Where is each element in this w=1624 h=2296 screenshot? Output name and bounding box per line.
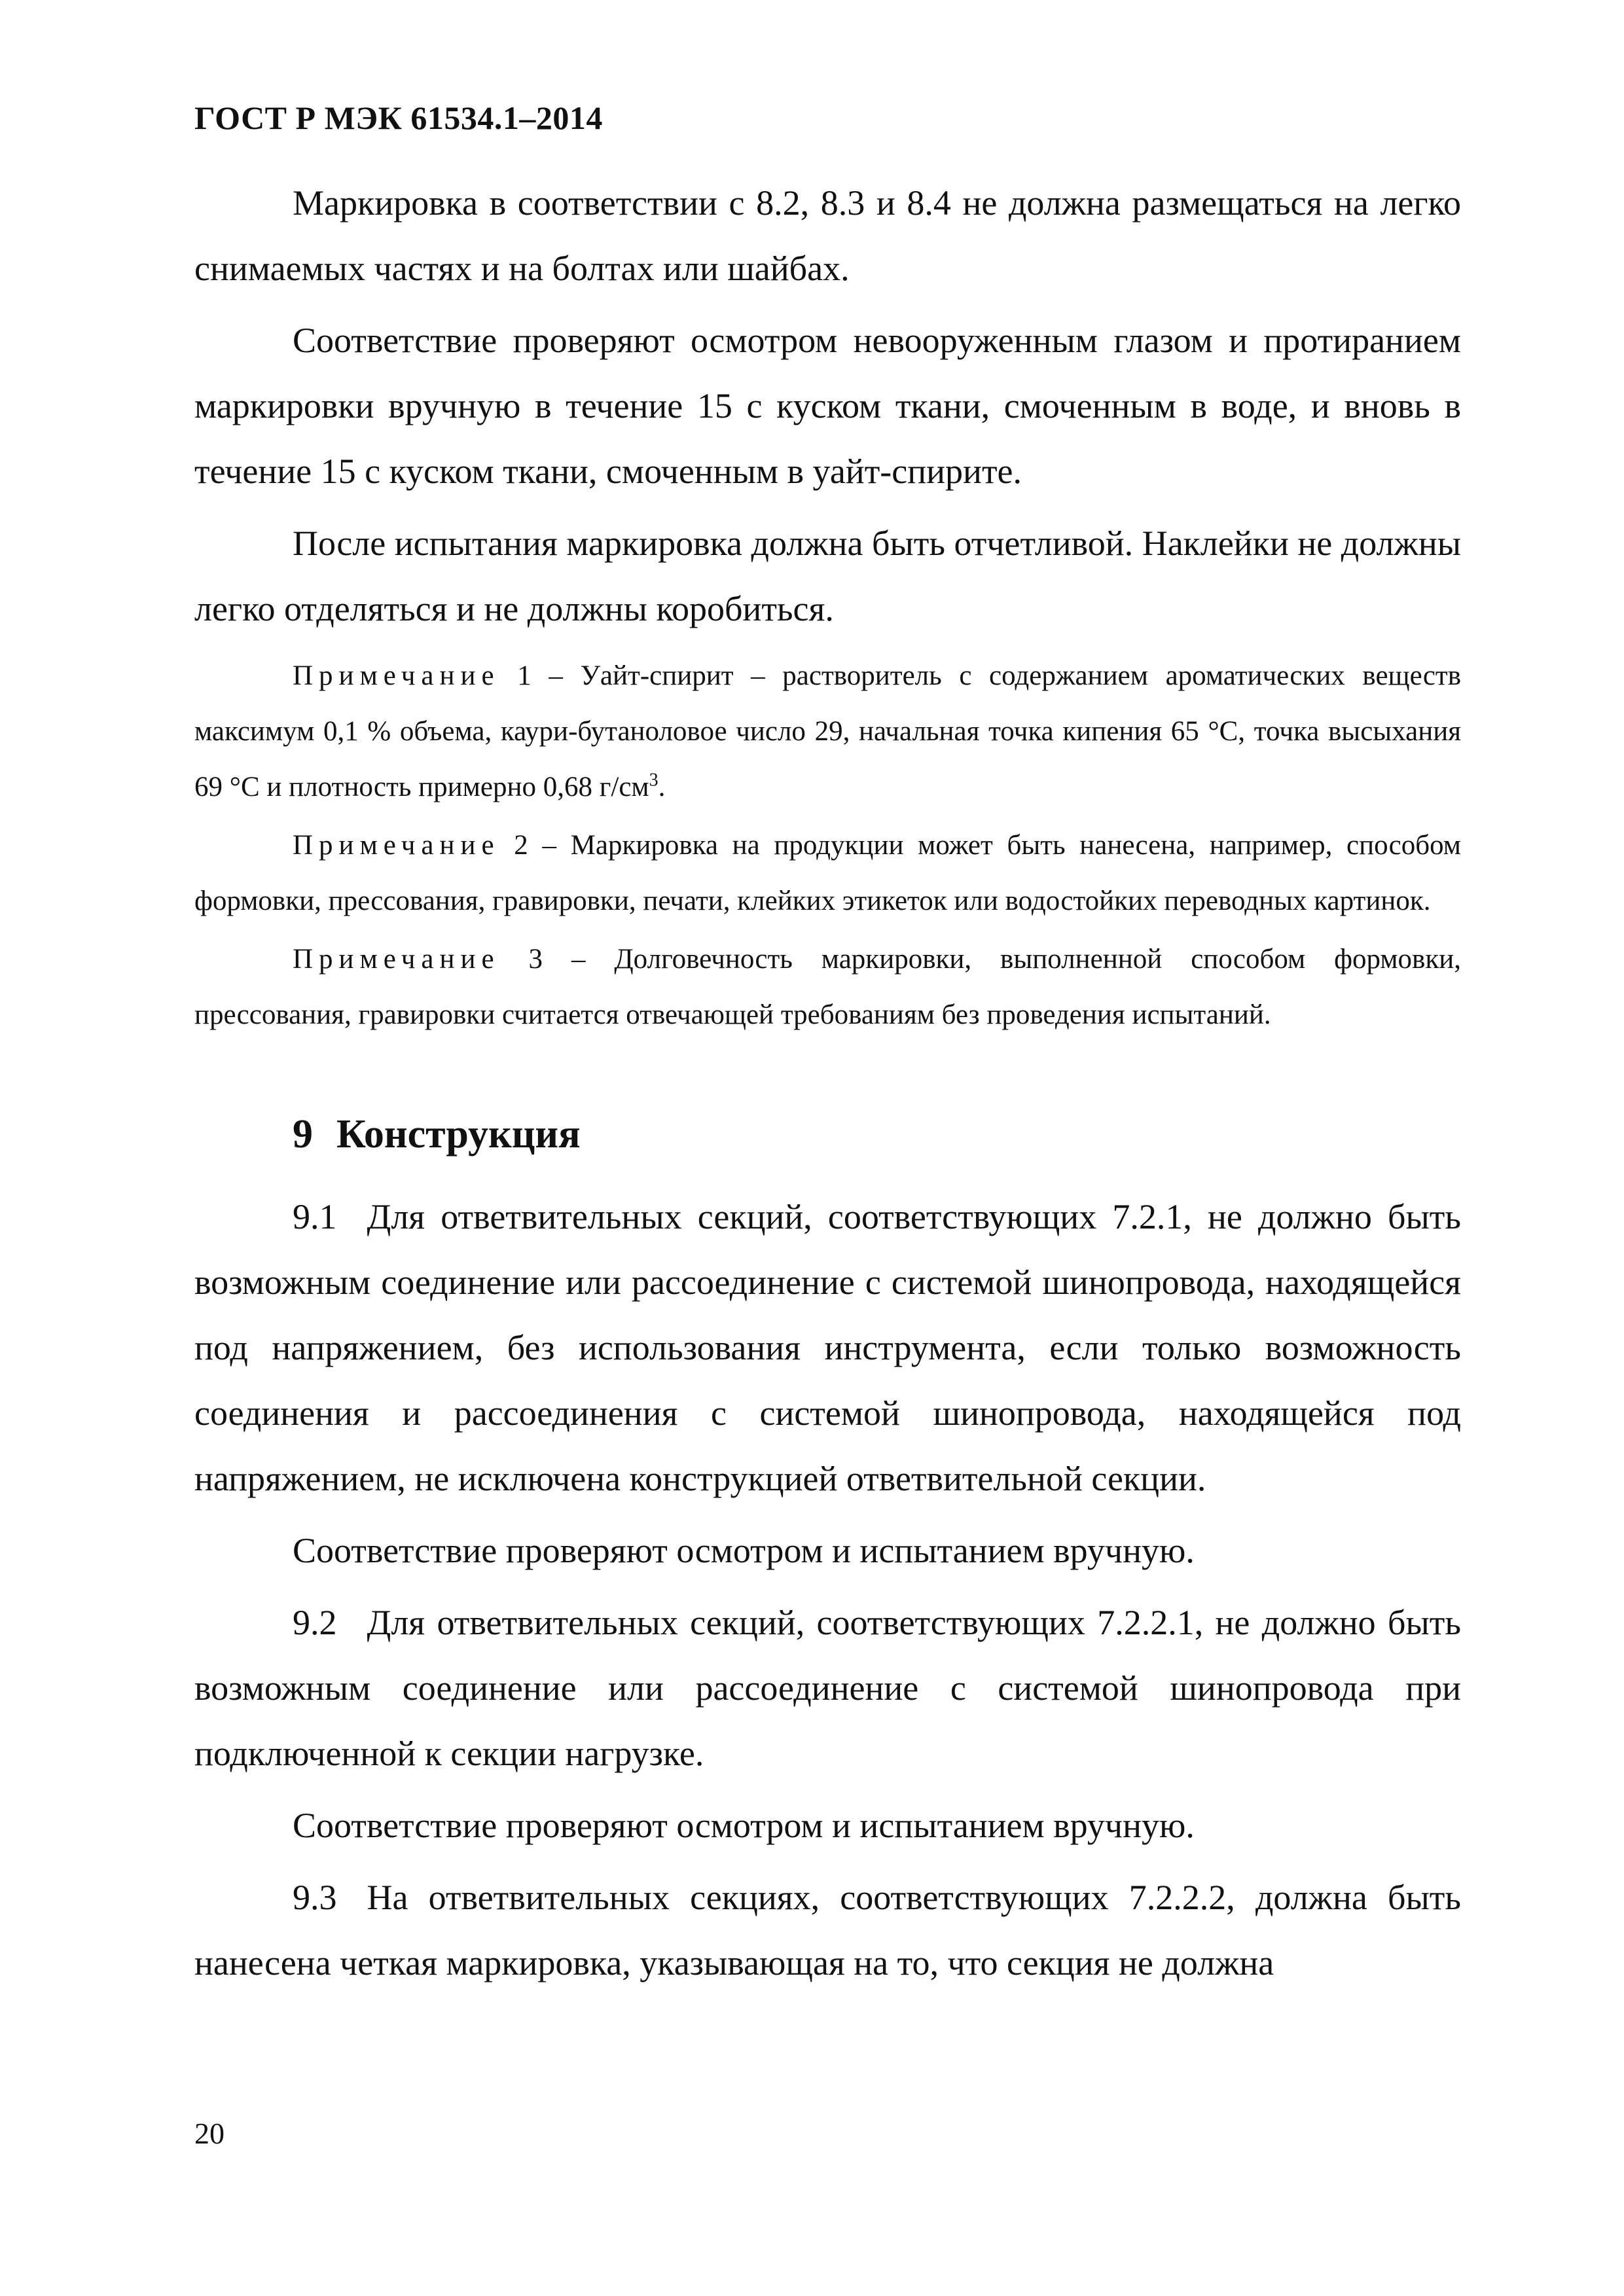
paragraph-after-test: После испытания маркировка должна быть отчетливой. Наклейки не должны легко отделяться и не должны коробиться. bbox=[194, 524, 1461, 628]
clause-number: 9.2 bbox=[293, 1603, 337, 1642]
clause-9-1-compliance: Соответствие проверяют осмотром и испытанием вручную. bbox=[293, 1531, 1195, 1570]
note-text: – Маркировка на продукции может быть нанесена, например, способом формовки, прессования, гравировки, печати, клейких этикеток или водостойких переводных картинок. bbox=[194, 830, 1462, 916]
clause-9-1 bbox=[194, 1184, 1461, 1511]
note-text: – Уайт-спирит – растворитель с содержанием ароматических веществ максимум 0,1 % объема, каури-бутаноловое число 29, начальная точка кипения 65 °С, точка высыхания 69 °С и плотность примерно 0,68 г/см bbox=[194, 660, 1462, 802]
note-superscript: 3 bbox=[649, 770, 659, 791]
clause-number: 9.3 bbox=[293, 1878, 337, 1917]
clause-9-3 bbox=[194, 1865, 1461, 1996]
section-title: Конструкция bbox=[336, 1112, 581, 1157]
paragraph-compliance-wipe-test: Соответствие проверяют осмотром невооруженным глазом и протиранием маркировки вручную в течение 15 с куском ткани, смоченным в воде, и вновь в течение 15 с куском ткани, смоченным в уайт-спирите. bbox=[194, 321, 1461, 491]
document-page bbox=[194, 98, 1461, 2002]
paragraph-marking-placement: Маркировка в соответствии с 8.2, 8.3 и 8.4 не должна размещаться на легко снимаемых частях и на болтах или шайбах. bbox=[194, 183, 1461, 288]
note-label: Примечание bbox=[293, 944, 500, 975]
note-number: 2 bbox=[514, 830, 528, 861]
note-3 bbox=[194, 931, 1461, 1043]
clause-text: Для ответвительных секций, соответствующих 7.2.1, не должно быть возможным соединение или рассоединение с системой шинопровода, находящейся под напряжением, без использования инструмента, если только возможность соединения и рассоединения с системой шинопровода, находящейся под напряжением, не исключена конструкцией ответвительной секции. bbox=[194, 1197, 1461, 1498]
clause-9-2 bbox=[194, 1590, 1461, 1786]
clause-text: Для ответвительных секций, соответствующих 7.2.2.1, не должно быть возможным соединение или рассоединение с системой шинопровода при подключенной к секции нагрузке. bbox=[194, 1603, 1461, 1773]
clause-number: 9.1 bbox=[293, 1197, 337, 1236]
note-2 bbox=[194, 817, 1461, 929]
document-header: ГОСТ Р МЭК 61534.1–2014 bbox=[194, 99, 603, 136]
note-number: 1 bbox=[517, 660, 532, 691]
note-1 bbox=[194, 648, 1461, 815]
clause-9-2-compliance: Соответствие проверяют осмотром и испытанием вручную. bbox=[293, 1806, 1195, 1845]
page-number: 20 bbox=[194, 2117, 225, 2150]
note-label: Примечание bbox=[293, 660, 500, 691]
note-number: 3 bbox=[528, 944, 543, 975]
note-label: Примечание bbox=[293, 830, 500, 861]
note-tail: . bbox=[658, 772, 666, 802]
section-heading bbox=[293, 1108, 1461, 1160]
section-number: 9 bbox=[293, 1112, 313, 1157]
clause-text: На ответвительных секциях, соответствующих 7.2.2.2, должна быть нанесена четкая маркировка, указывающая на то, что секция не должна bbox=[194, 1878, 1461, 1982]
note-text: – Долговечность маркировки, выполненной способом формовки, прессования, гравировки считается отвечающей требованиям без проведения испытаний. bbox=[194, 944, 1461, 1030]
